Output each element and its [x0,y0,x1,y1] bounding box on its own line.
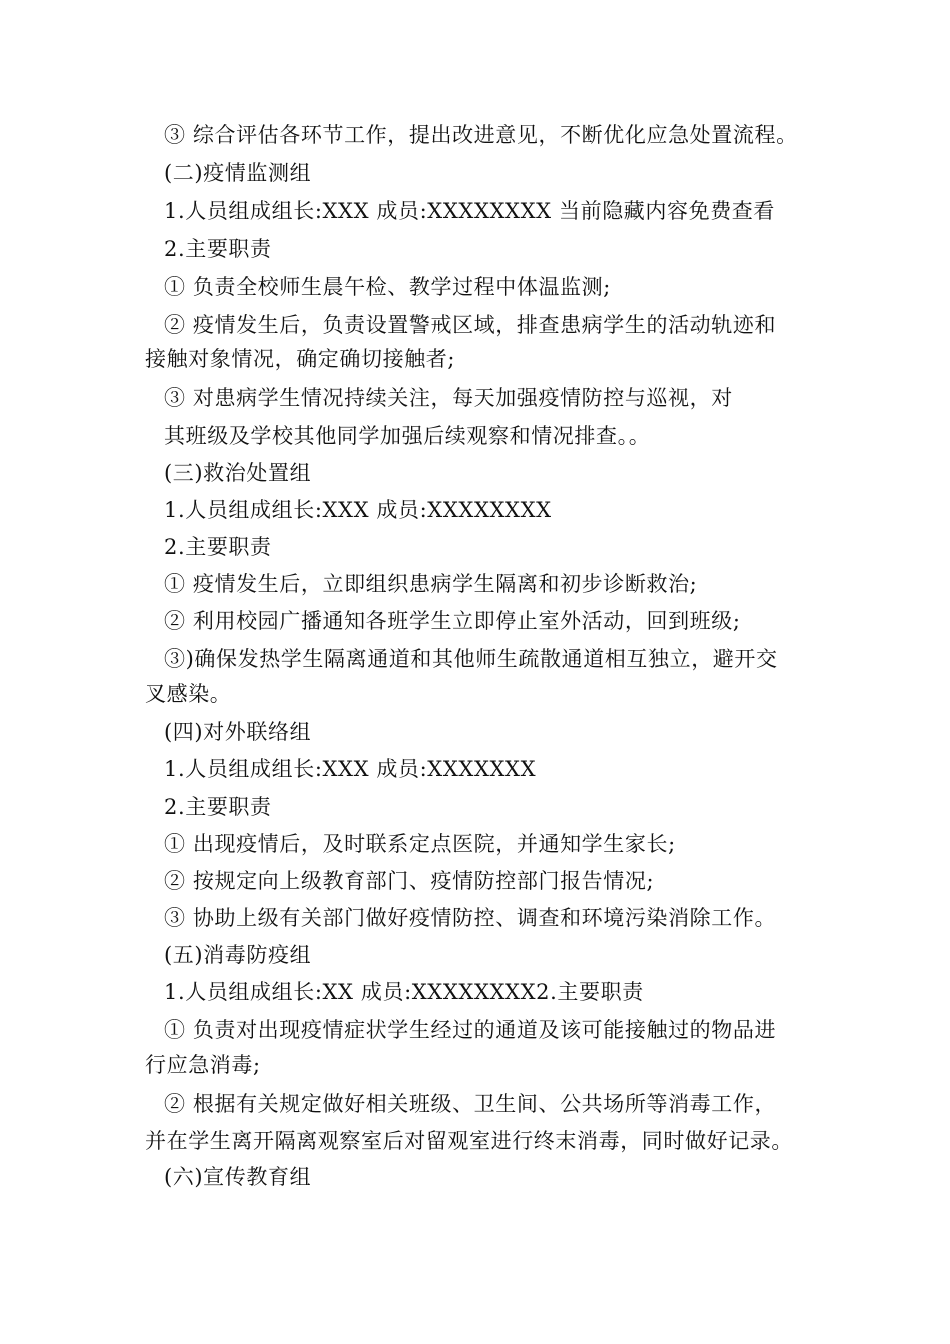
text-line: ① 负责对出现疫情症状学生经过的通道及该可能接触过的物品进 [164,1018,777,1042]
text-line: ③ 综合评估各环节工作，提出改进意见，不断优化应急处置流程。 [164,123,798,147]
text-line: ③ 对患病学生情况持续关注，每天加强疫情防控与巡视，对 [164,386,733,410]
subheading: 2.主要职责 [164,535,272,559]
text-line: ② 利用校园广播通知各班学生立即停止室外活动，回到班级; [164,609,741,633]
text-line: ① 负责全校师生晨午检、教学过程中体温监测; [164,275,611,299]
text-line: 1.人员组成组长:XXX 成员:XXXXXXXX [164,498,552,522]
text-line: 1.人员组成组长:XXX 成员:XXXXXXXX 当前隐藏内容免费查看 [164,199,775,223]
text-line: 行应急消毒; [145,1053,261,1077]
text-line: ② 按规定向上级教育部门、疫情防控部门报告情况; [164,869,655,893]
text-line: ① 出现疫情后，及时联系定点医院，并通知学生家长; [164,832,676,856]
text-line: 其班级及学校其他同学加强后续观察和情况排查。。 [164,424,651,448]
text-line: 1.人员组成组长:XX 成员:XXXXXXXX2.主要职责 [164,980,644,1004]
subheading: 2.主要职责 [164,795,272,819]
text-line: ① 疫情发生后，立即组织患病学生隔离和初步诊断救治; [164,572,698,596]
section-heading: (六)宣传教育组 [164,1165,312,1189]
subheading: 2.主要职责 [164,237,272,261]
text-line: ③)确保发热学生隔离通道和其他师生疏散通道相互独立，避开交 [164,647,778,671]
text-line: ③ 协助上级有关部门做好疫情防控、调查和环境污染消除工作。 [164,906,777,930]
text-line: 叉感染。 [145,682,232,706]
text-line: 接触对象情况，确定确切接触者; [145,347,456,371]
text-line: 并在学生离开隔离观察室后对留观室进行终末消毒，同时做好记录。 [145,1129,793,1153]
text-line: 1.人员组成组长:XXX 成员:XXXXXXX [164,757,537,781]
section-heading: (五)消毒防疫组 [164,943,312,967]
text-line: ② 根据有关规定做好相关班级、卫生间、公共场所等消毒工作， [164,1092,777,1116]
section-heading: (四)对外联络组 [164,720,312,744]
text-line: ② 疫情发生后，负责设置警戒区域，排查患病学生的活动轨迹和 [164,313,777,337]
section-heading: (二)疫情监测组 [164,161,312,185]
section-heading: (三)救治处置组 [164,461,312,485]
